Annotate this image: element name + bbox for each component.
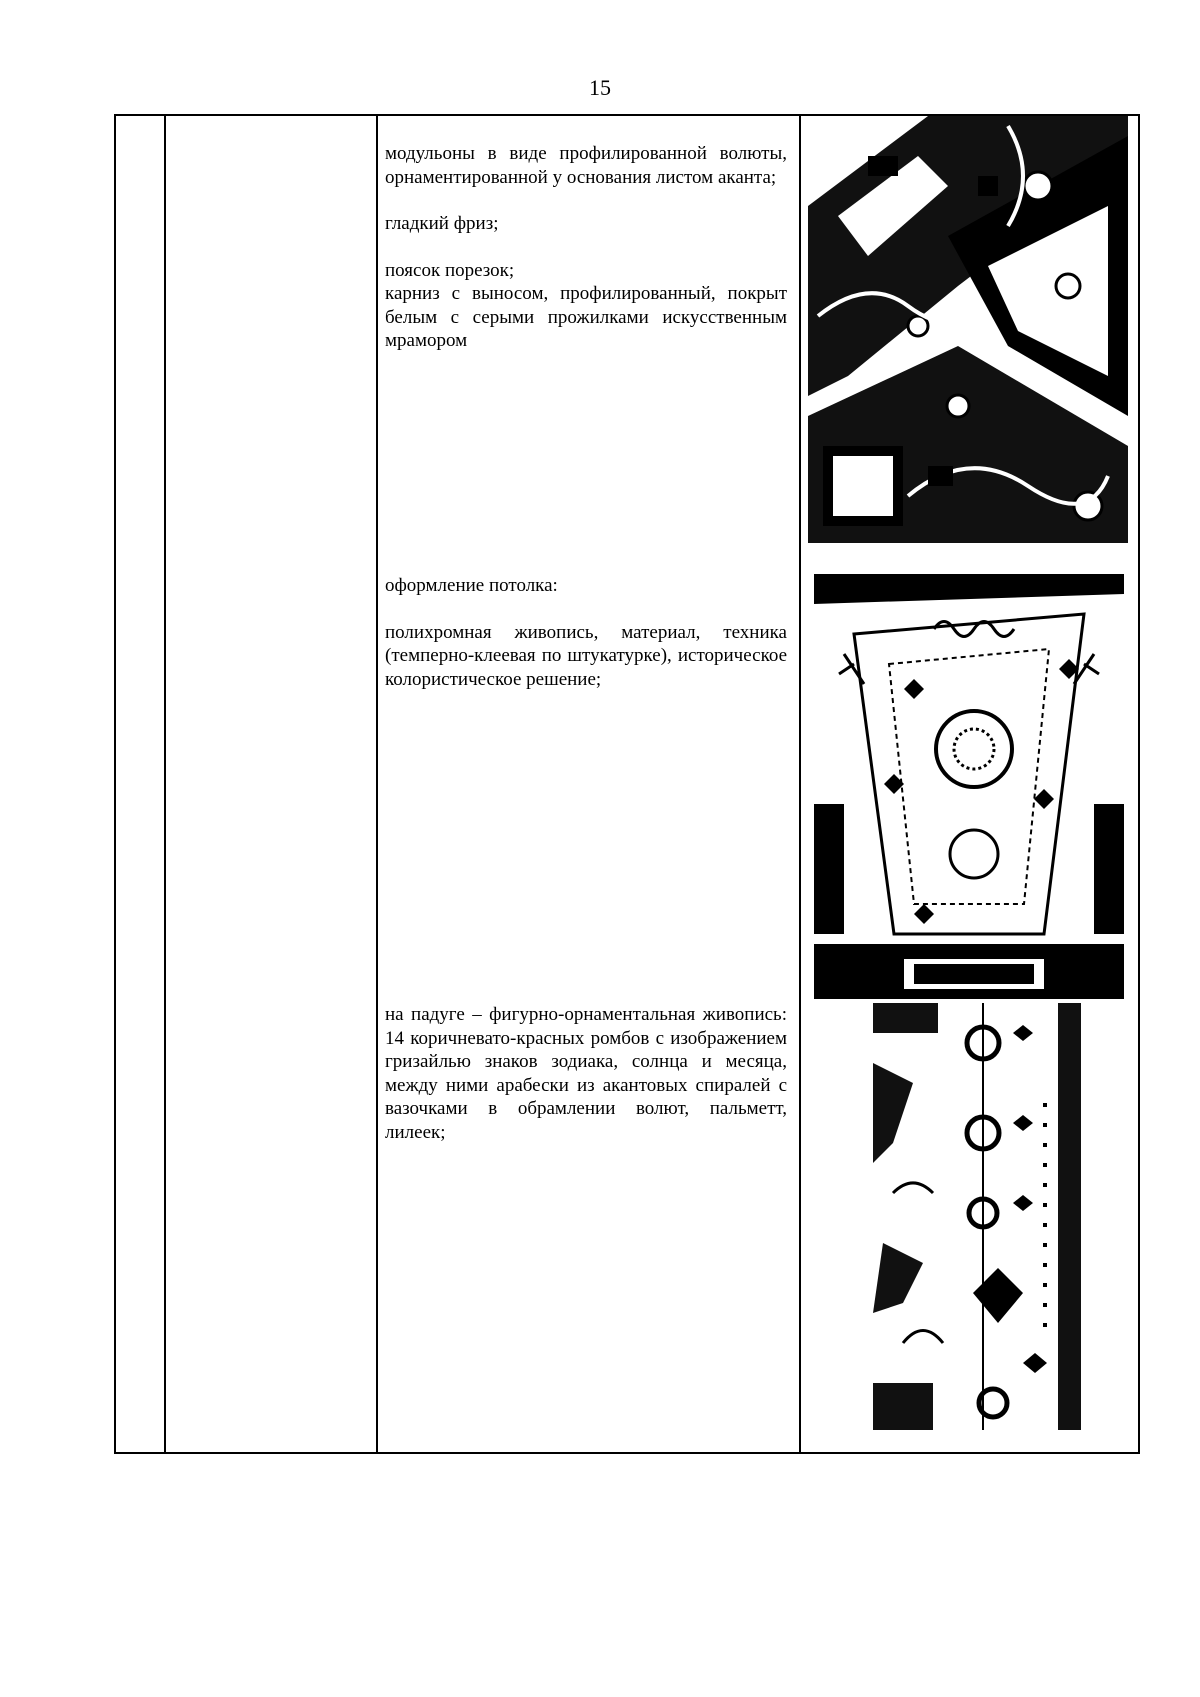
row-2-paragraph-1: оформление потолка: — [385, 575, 558, 596]
row-2-description — [385, 574, 787, 714]
cove-ornament-photo — [873, 1003, 1081, 1430]
row-3-description — [385, 1003, 787, 1167]
column-divider-1 — [164, 116, 166, 1452]
row-1-paragraph-4: карниз с выносом, профилированный, покрыт белым с серыми прожилками искусственным мрамором — [385, 283, 787, 351]
cornice-photo — [808, 116, 1128, 543]
column-divider-3 — [799, 116, 801, 1452]
row-2-paragraph-2: полихромная живопись, материал, техника (темперно-клеевая по штукатурке), историческое колористическое решение; — [385, 621, 787, 690]
row-1-description — [385, 142, 787, 376]
row-1-paragraph-2: гладкий фриз; — [385, 213, 499, 234]
ceiling-photo — [814, 574, 1124, 999]
row-1-paragraph-1: модульоны в виде профилированной волюты, орнаментированной у основания листом аканта; — [385, 143, 787, 188]
column-divider-2 — [376, 116, 378, 1452]
page-number: 15 — [589, 75, 611, 100]
row-1-paragraph-3: поясок порезок; — [385, 259, 515, 281]
row-3-paragraph-1: на падуге – фигурно-орнаментальная живопись: 14 коричневато-красных ромбов с изображением гризайлью знаков зодиака, солнца и месяца, между ними арабески из акантовых спиралей с вазочками в обрамлении волют, пальметт, лилеек; — [385, 1004, 787, 1143]
